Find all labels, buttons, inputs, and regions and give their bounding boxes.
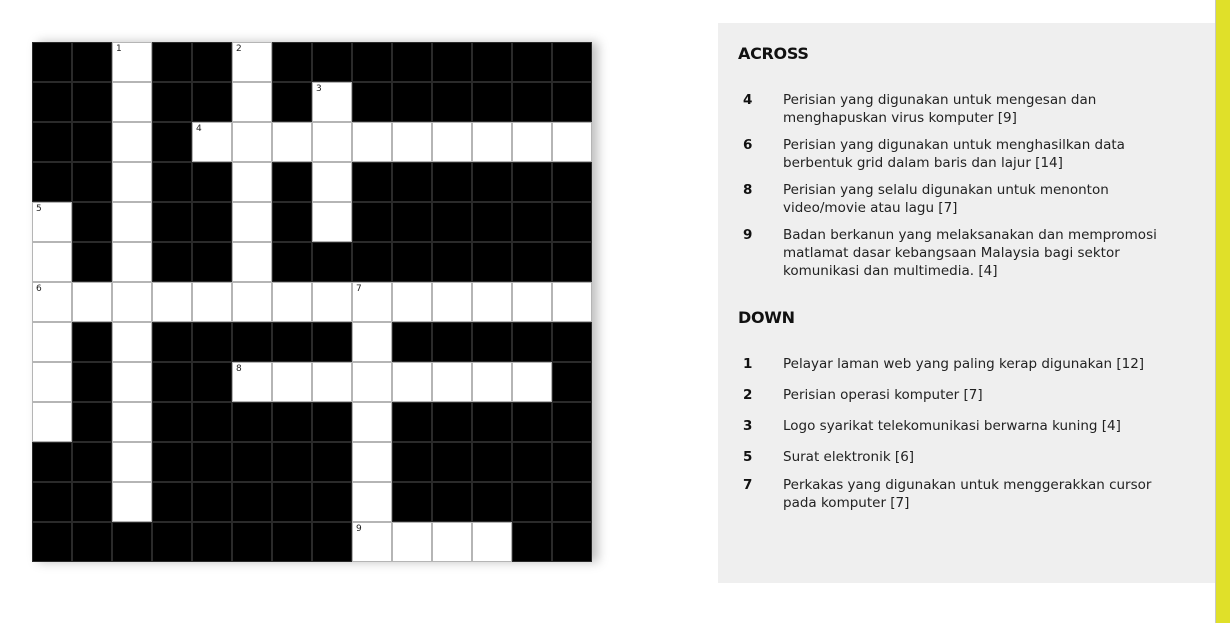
clue-item[interactable] (718, 476, 1215, 512)
block-cell (152, 482, 192, 522)
clue-item[interactable] (718, 355, 1215, 373)
block-cell (512, 482, 552, 522)
block-cell (232, 482, 272, 522)
answer-cell[interactable] (112, 82, 152, 122)
block-cell (472, 442, 512, 482)
block-cell (192, 202, 232, 242)
block-cell (32, 122, 72, 162)
block-cell (312, 522, 352, 562)
answer-cell[interactable] (112, 202, 152, 242)
answer-cell[interactable] (32, 362, 72, 402)
block-cell (552, 522, 592, 562)
block-cell (472, 202, 512, 242)
block-cell (152, 522, 192, 562)
block-cell (512, 82, 552, 122)
answer-cell[interactable] (352, 522, 392, 562)
answer-cell[interactable] (472, 122, 512, 162)
clue-number-label: 8 (236, 364, 242, 374)
answer-cell[interactable] (112, 122, 152, 162)
block-cell (72, 122, 112, 162)
answer-cell[interactable] (32, 202, 72, 242)
block-cell (192, 162, 232, 202)
block-cell (512, 42, 552, 82)
block-cell (552, 202, 592, 242)
block-cell (32, 162, 72, 202)
answer-cell[interactable] (512, 122, 552, 162)
clue-number: 3 (743, 418, 753, 434)
clue-text: Perkakas yang digunakan untuk menggerakkan cursor pada komputer [7] (783, 477, 1152, 511)
block-cell (152, 402, 192, 442)
block-cell (72, 362, 112, 402)
answer-cell[interactable] (32, 242, 72, 282)
block-cell (512, 322, 552, 362)
down-clue-list (718, 355, 1215, 521)
answer-cell[interactable] (392, 522, 432, 562)
answer-cell[interactable] (32, 402, 72, 442)
block-cell (152, 362, 192, 402)
clue-number: 5 (743, 449, 753, 465)
across-heading: ACROSS (738, 44, 809, 63)
block-cell (32, 42, 72, 82)
block-cell (192, 82, 232, 122)
answer-cell[interactable] (232, 362, 272, 402)
block-cell (432, 202, 472, 242)
block-cell (552, 322, 592, 362)
block-cell (152, 202, 192, 242)
block-cell (552, 442, 592, 482)
block-cell (432, 42, 472, 82)
answer-cell[interactable] (352, 362, 392, 402)
block-cell (312, 42, 352, 82)
clue-item[interactable] (718, 136, 1215, 172)
answer-cell[interactable] (472, 282, 512, 322)
block-cell (392, 402, 432, 442)
answer-cell[interactable] (312, 282, 352, 322)
answer-cell[interactable] (72, 282, 112, 322)
answer-cell[interactable] (232, 122, 272, 162)
block-cell (392, 82, 432, 122)
answer-cell[interactable] (432, 362, 472, 402)
block-cell (152, 442, 192, 482)
block-cell (152, 82, 192, 122)
block-cell (352, 82, 392, 122)
clue-number: 2 (743, 387, 753, 403)
block-cell (312, 442, 352, 482)
block-cell (32, 442, 72, 482)
block-cell (552, 482, 592, 522)
block-cell (312, 322, 352, 362)
accent-bar (1215, 0, 1230, 623)
clue-number: 4 (743, 92, 753, 108)
clue-number: 1 (743, 356, 753, 372)
block-cell (472, 162, 512, 202)
block-cell (472, 402, 512, 442)
answer-cell[interactable] (352, 322, 392, 362)
block-cell (272, 322, 312, 362)
block-cell (272, 402, 312, 442)
block-cell (392, 242, 432, 282)
answer-cell[interactable] (272, 282, 312, 322)
clue-item[interactable] (718, 226, 1215, 280)
block-cell (512, 522, 552, 562)
block-cell (312, 402, 352, 442)
answer-cell[interactable] (352, 482, 392, 522)
block-cell (272, 522, 312, 562)
block-cell (432, 322, 472, 362)
clue-number-label: 5 (36, 204, 42, 214)
block-cell (552, 362, 592, 402)
block-cell (272, 242, 312, 282)
block-cell (232, 322, 272, 362)
block-cell (232, 442, 272, 482)
clue-number-label: 4 (196, 124, 202, 134)
answer-cell[interactable] (232, 202, 272, 242)
answer-cell[interactable] (112, 442, 152, 482)
block-cell (192, 482, 232, 522)
clue-number-label: 3 (316, 84, 322, 94)
block-cell (552, 42, 592, 82)
answer-cell[interactable] (232, 242, 272, 282)
block-cell (432, 442, 472, 482)
block-cell (432, 242, 472, 282)
block-cell (512, 242, 552, 282)
block-cell (72, 402, 112, 442)
clue-text: Logo syarikat telekomunikasi berwarna kuning [4] (783, 418, 1121, 434)
block-cell (352, 42, 392, 82)
answer-cell[interactable] (152, 282, 192, 322)
answer-cell[interactable] (112, 242, 152, 282)
answer-cell[interactable] (352, 282, 392, 322)
answer-cell[interactable] (432, 122, 472, 162)
down-heading: DOWN (738, 308, 795, 327)
block-cell (272, 162, 312, 202)
block-cell (352, 202, 392, 242)
answer-cell[interactable] (312, 162, 352, 202)
block-cell (152, 242, 192, 282)
answer-cell[interactable] (312, 362, 352, 402)
block-cell (192, 522, 232, 562)
block-cell (352, 242, 392, 282)
block-cell (472, 242, 512, 282)
answer-cell[interactable] (112, 402, 152, 442)
block-cell (152, 122, 192, 162)
block-cell (512, 162, 552, 202)
answer-cell[interactable] (432, 522, 472, 562)
block-cell (552, 82, 592, 122)
clue-item[interactable] (718, 417, 1215, 435)
block-cell (392, 322, 432, 362)
block-cell (392, 42, 432, 82)
answer-cell[interactable] (392, 122, 432, 162)
block-cell (192, 442, 232, 482)
block-cell (392, 202, 432, 242)
block-cell (512, 442, 552, 482)
answer-cell[interactable] (352, 122, 392, 162)
block-cell (72, 82, 112, 122)
clue-item[interactable] (718, 181, 1215, 217)
clue-item[interactable] (718, 91, 1215, 127)
answer-cell[interactable] (192, 122, 232, 162)
clue-number-label: 6 (36, 284, 42, 294)
block-cell (272, 202, 312, 242)
answer-cell[interactable] (312, 82, 352, 122)
clues-panel (718, 23, 1215, 583)
answer-cell[interactable] (232, 282, 272, 322)
block-cell (512, 402, 552, 442)
block-cell (512, 202, 552, 242)
clue-number-label: 2 (236, 44, 242, 54)
block-cell (152, 162, 192, 202)
clue-text: Badan berkanun yang melaksanakan dan mempromosi matlamat dasar kebangsaan Malaysia bagi sektor komunikasi dan multimedia. [4] (783, 227, 1157, 279)
block-cell (472, 42, 512, 82)
block-cell (72, 482, 112, 522)
clue-number: 7 (743, 477, 753, 493)
block-cell (192, 242, 232, 282)
clue-item[interactable] (718, 386, 1215, 404)
block-cell (472, 482, 512, 522)
block-cell (392, 442, 432, 482)
block-cell (272, 82, 312, 122)
answer-cell[interactable] (112, 162, 152, 202)
answer-cell[interactable] (472, 362, 512, 402)
answer-cell[interactable] (512, 362, 552, 402)
block-cell (472, 322, 512, 362)
answer-cell[interactable] (512, 282, 552, 322)
answer-cell[interactable] (312, 202, 352, 242)
block-cell (72, 242, 112, 282)
answer-cell[interactable] (472, 522, 512, 562)
block-cell (432, 162, 472, 202)
block-cell (192, 42, 232, 82)
answer-cell[interactable] (552, 282, 592, 322)
answer-cell[interactable] (552, 122, 592, 162)
block-cell (272, 42, 312, 82)
answer-cell[interactable] (232, 82, 272, 122)
answer-cell[interactable] (352, 402, 392, 442)
block-cell (72, 442, 112, 482)
answer-cell[interactable] (112, 482, 152, 522)
block-cell (72, 162, 112, 202)
block-cell (312, 482, 352, 522)
answer-cell[interactable] (112, 322, 152, 362)
block-cell (32, 482, 72, 522)
clue-number-label: 1 (116, 44, 122, 54)
clue-number: 9 (743, 227, 753, 243)
block-cell (432, 82, 472, 122)
block-cell (152, 42, 192, 82)
block-cell (72, 322, 112, 362)
crossword-grid (32, 42, 592, 562)
block-cell (352, 162, 392, 202)
block-cell (432, 482, 472, 522)
answer-cell[interactable] (112, 362, 152, 402)
block-cell (552, 242, 592, 282)
block-cell (112, 522, 152, 562)
block-cell (392, 162, 432, 202)
answer-cell[interactable] (392, 282, 432, 322)
block-cell (432, 402, 472, 442)
block-cell (192, 362, 232, 402)
block-cell (232, 402, 272, 442)
block-cell (72, 202, 112, 242)
across-clue-list (718, 91, 1215, 289)
block-cell (472, 82, 512, 122)
block-cell (392, 482, 432, 522)
answer-cell[interactable] (272, 122, 312, 162)
answer-cell[interactable] (32, 322, 72, 362)
answer-cell[interactable] (32, 282, 72, 322)
clue-text: Pelayar laman web yang paling kerap digunakan [12] (783, 356, 1145, 372)
clue-text: Perisian yang digunakan untuk menghasilkan data berbentuk grid dalam baris dan lajur [14] (783, 137, 1125, 171)
clue-number: 6 (743, 137, 753, 153)
answer-cell[interactable] (192, 282, 232, 322)
answer-cell[interactable] (392, 362, 432, 402)
answer-cell[interactable] (312, 122, 352, 162)
block-cell (152, 322, 192, 362)
answer-cell[interactable] (272, 362, 312, 402)
block-cell (552, 162, 592, 202)
block-cell (72, 42, 112, 82)
block-cell (192, 322, 232, 362)
block-cell (552, 402, 592, 442)
block-cell (32, 82, 72, 122)
block-cell (272, 482, 312, 522)
answer-cell[interactable] (112, 42, 152, 82)
answer-cell[interactable] (432, 282, 472, 322)
block-cell (32, 522, 72, 562)
block-cell (232, 522, 272, 562)
block-cell (192, 402, 232, 442)
block-cell (72, 522, 112, 562)
clue-item[interactable] (718, 448, 1215, 466)
block-cell (272, 442, 312, 482)
answer-cell[interactable] (232, 42, 272, 82)
clue-text: Perisian operasi komputer [7] (783, 387, 983, 403)
answer-cell[interactable] (232, 162, 272, 202)
clue-number-label: 9 (356, 524, 362, 534)
clue-number: 8 (743, 182, 753, 198)
block-cell (312, 242, 352, 282)
clue-text: Surat elektronik [6] (783, 449, 915, 465)
answer-cell[interactable] (352, 442, 392, 482)
clue-text: Perisian yang digunakan untuk mengesan dan menghapuskan virus komputer [9] (783, 92, 1097, 126)
clue-text: Perisian yang selalu digunakan untuk menonton video/movie atau lagu [7] (783, 182, 1109, 216)
clue-number-label: 7 (356, 284, 362, 294)
answer-cell[interactable] (112, 282, 152, 322)
